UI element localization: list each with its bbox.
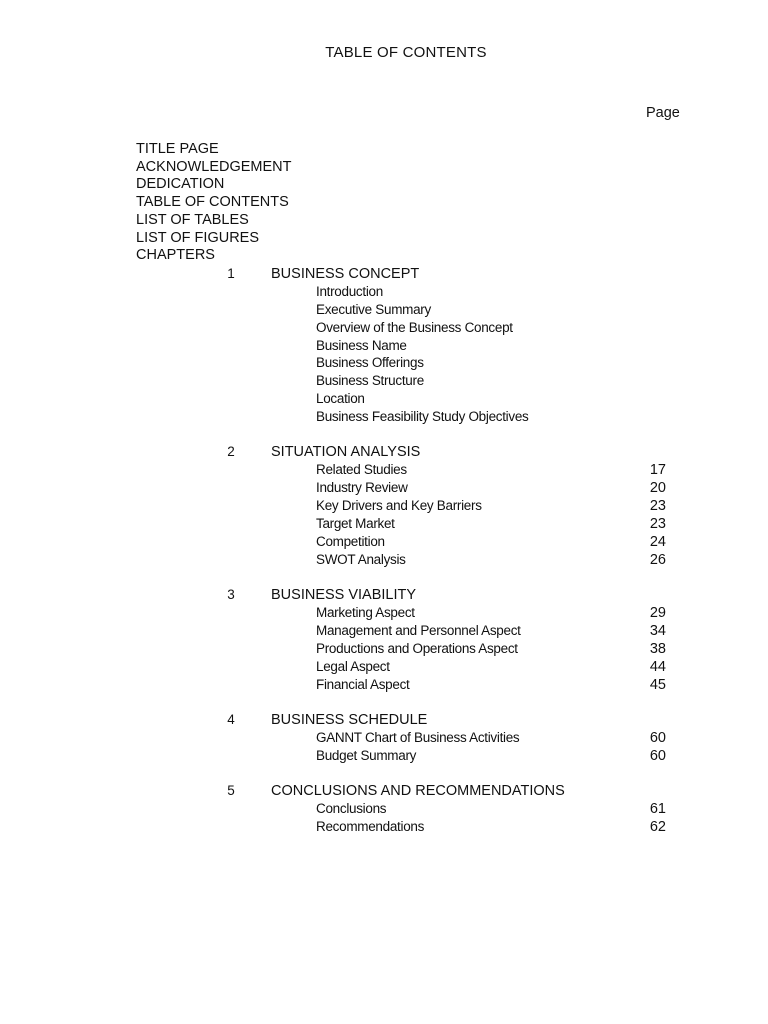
chapter-title: CONCLUSIONS AND RECOMMENDATIONS [271,783,565,799]
section-title: Marketing Aspect [316,605,415,620]
section-page-number: 24 [649,534,666,550]
section-page-number: 62 [649,819,666,835]
section-title: Key Drivers and Key Barriers [316,498,482,513]
chapter-number: 4 [227,712,235,727]
section-page-number: 26 [649,552,666,568]
section-title: Financial Aspect [316,677,410,692]
front-matter-item: LIST OF FIGURES [136,230,260,246]
front-matter-item: TABLE OF CONTENTS [136,194,289,210]
section-page-number: 29 [649,605,666,621]
section-title: SWOT Analysis [316,552,406,567]
section-title: Industry Review [316,480,408,495]
section-title: GANNT Chart of Business Activities [316,730,520,745]
section-page-number: 60 [649,730,666,746]
section-title: Overview of the Business Concept [316,320,513,335]
section-title: Management and Personnel Aspect [316,623,521,638]
section-page-number: 23 [649,516,666,532]
chapter-number: 3 [227,587,235,602]
front-matter-item: DEDICATION [136,176,225,192]
section-title: Conclusions [316,801,387,816]
chapter-title: SITUATION ANALYSIS [271,444,421,460]
section-title: Location [316,391,365,406]
section-page-number: 60 [649,748,666,764]
section-title: Legal Aspect [316,659,390,674]
chapter-title: BUSINESS VIABILITY [271,587,417,603]
section-title: Recommendations [316,819,425,834]
section-title: Target Market [316,516,395,531]
chapter-title: BUSINESS SCHEDULE [271,712,428,728]
section-title: Related Studies [316,462,407,477]
section-title: Budget Summary [316,748,417,763]
front-matter-item: ACKNOWLEDGEMENT [136,159,292,175]
chapter-number: 5 [227,783,235,798]
chapter-title: BUSINESS CONCEPT [271,266,420,282]
chapter-number: 2 [227,444,235,459]
section-title: Executive Summary [316,302,431,317]
front-matter-item: CHAPTERS [136,247,215,263]
section-title: Business Structure [316,373,424,388]
front-matter-item: TITLE PAGE [136,141,219,157]
section-title: Business Offerings [316,355,424,370]
section-page-number: 23 [649,498,666,514]
section-page-number: 61 [649,801,666,817]
section-title: Productions and Operations Aspect [316,641,518,656]
section-page-number: 38 [649,641,666,657]
section-title: Introduction [316,284,383,299]
section-page-number: 45 [649,677,666,693]
front-matter-item: LIST OF TABLES [136,212,249,228]
section-title: Business Name [316,338,407,353]
section-title: Competition [316,534,385,549]
page-title: TABLE OF CONTENTS [325,44,487,61]
page-column-header: Page [646,105,680,121]
section-page-number: 44 [649,659,666,675]
section-title: Business Feasibility Study Objectives [316,409,529,424]
section-page-number: 17 [649,462,666,478]
section-page-number: 34 [649,623,666,639]
chapter-number: 1 [227,266,235,281]
section-page-number: 20 [649,480,666,496]
